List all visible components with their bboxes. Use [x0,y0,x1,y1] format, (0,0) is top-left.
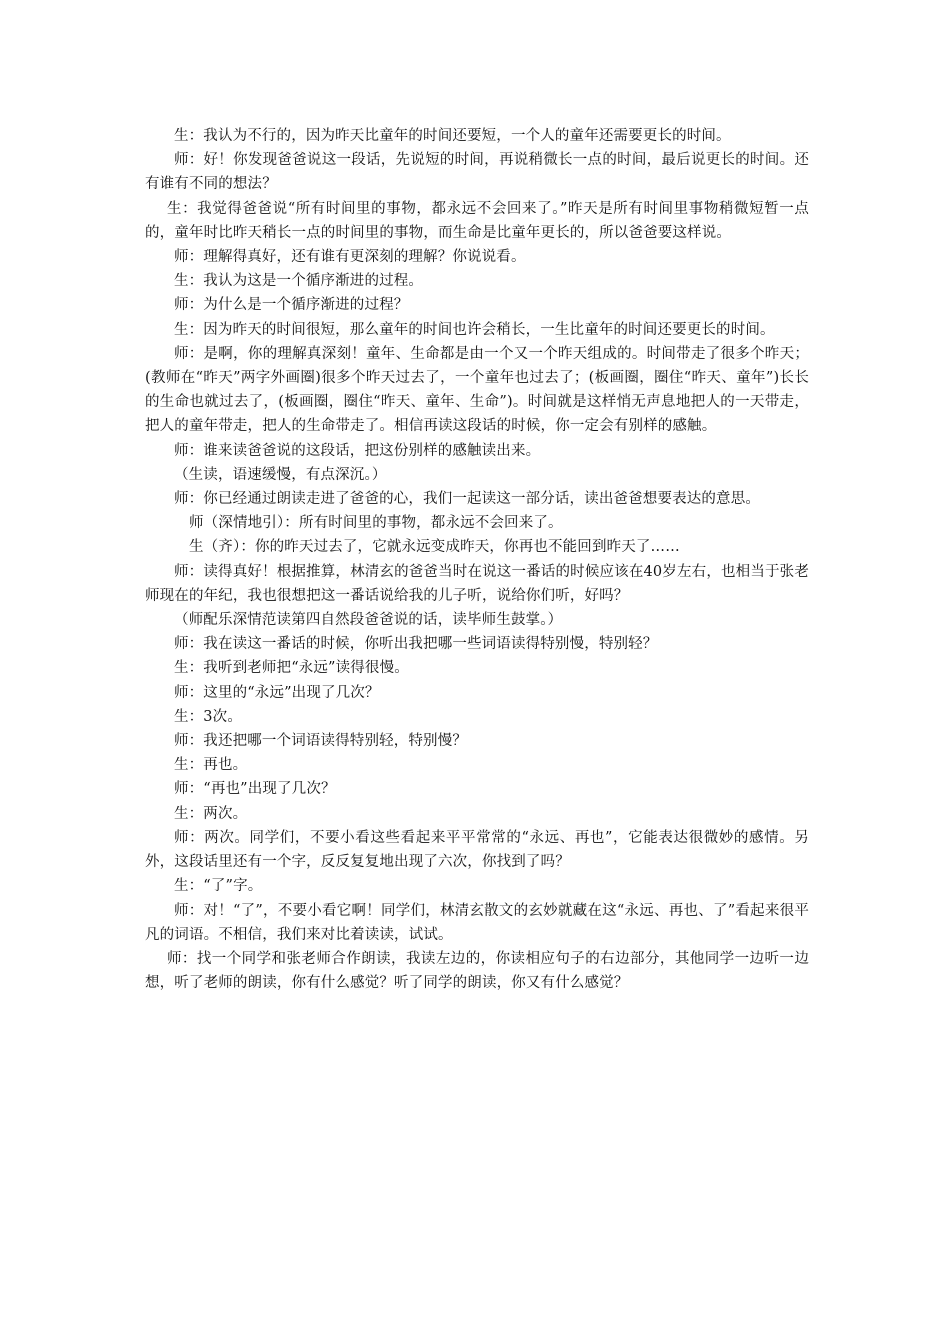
paragraph: 师：是啊，你的理解真深刻！童年、生命都是由一个又一个昨天组成的。时间带走了很多个昨天；(教师在“昨天”两字外画圈)很多个昨天过去了，一个童年也过去了；(板画圈，圈住“昨天、童年”)长长的生命也就过去了，(板画圈，圈住“昨天、童年、生命”)。时间就是这样悄无声息地把人的一天带走，把人的童年带走，把人的生命带走了。相信再读这段话的时候，你一定会有别样的感触。 [145,345,809,435]
paragraph: 生：两次。 [174,805,248,822]
paragraph: 师：找一个同学和张老师合作朗读，我读左边的，你读相应句子的右边部分，其他同学一边听一边想，听了老师的朗读，你有什么感觉？听了同学的朗读，你又有什么感觉？ [145,950,809,992]
paragraph: 生：“了”字。 [174,878,263,895]
paragraph: （生读，语速缓慢，有点深沉。） [174,466,387,483]
paragraph: 师：我在读这一番话的时候，你听出我把哪一些词语读得特别慢，特别轻？ [174,636,658,653]
paragraph: 师：两次。同学们，不要小看这些看起来平平常常的“永远、再也”，它能表达很微妙的感情。另外，这段话里还有一个字，反反复复地出现了六次，你找到了吗？ [145,829,809,871]
paragraph: 师：为什么是一个循序渐进的过程？ [174,297,409,314]
document-body [145,124,809,995]
paragraph: 师：你已经通过朗读走进了爸爸的心，我们一起读这一部分话，读出爸爸想要表达的意思。 [174,491,760,508]
paragraph: 师：谁来读爸爸说的这段话，把这份别样的感触读出来。 [174,442,541,459]
paragraph: （师配乐深情范读第四自然段爸爸说的话，读毕师生鼓掌。） [174,612,563,629]
paragraph: 生（齐）：你的昨天过去了，它就永远变成昨天，你再也不能回到昨天了…… [189,539,680,556]
paragraph: 师（深情地引）：所有时间里的事物，都永远不会回来了。 [189,515,563,532]
paragraph: 师：我还把哪一个词语读得特别轻，特别慢？ [174,733,467,750]
paragraph: 师：这里的“永远”出现了几次？ [174,684,380,701]
paragraph: 生：我觉得爸爸说“所有时间里的事物，都永远不会回来了。”昨天是所有时间里事物稍微短暂一点的，童年时比昨天稍长一点的时间里的事物，而生命是比童年更长的，所以爸爸要这样说。 [145,200,809,241]
paragraph: 生：我认为这是一个循序渐进的过程。 [174,273,424,290]
paragraph: 师：理解得真好，还有谁有更深刻的理解？你说说看。 [174,249,526,266]
paragraph: 生：因为昨天的时间很短，那么童年的时间也许会稍长，一生比童年的时间还要更长的时间。 [174,321,775,338]
paragraph: 师：“再也”出现了几次？ [174,781,336,798]
paragraph: 生：3次。 [174,708,242,725]
paragraph: 师：读得真好！根据推算，林清玄的爸爸当时在说这一番话的时候应该在40岁左右，也相当于张老师现在的年纪，我也很想把这一番话说给我的儿子听，说给你们听，好吗？ [145,563,809,604]
paragraph: 生：我听到老师把“永远”读得很慢。 [174,660,409,677]
paragraph: 师：对！“了”，不要小看它啊！同学们，林清玄散文的玄妙就藏在这“永远、再也、了”看起来很平凡的词语。不相信，我们来对比着读读，试试。 [145,902,809,943]
paragraph: 生：再也。 [174,757,248,774]
paragraph: 生：我认为不行的，因为昨天比童年的时间还要短，一个人的童年还需要更长的时间。 [174,128,731,144]
paragraph: 师：好！你发现爸爸说这一段话，先说短的时间，再说稍微长一点的时间，最后说更长的时间。还有谁有不同的想法？ [145,152,809,193]
